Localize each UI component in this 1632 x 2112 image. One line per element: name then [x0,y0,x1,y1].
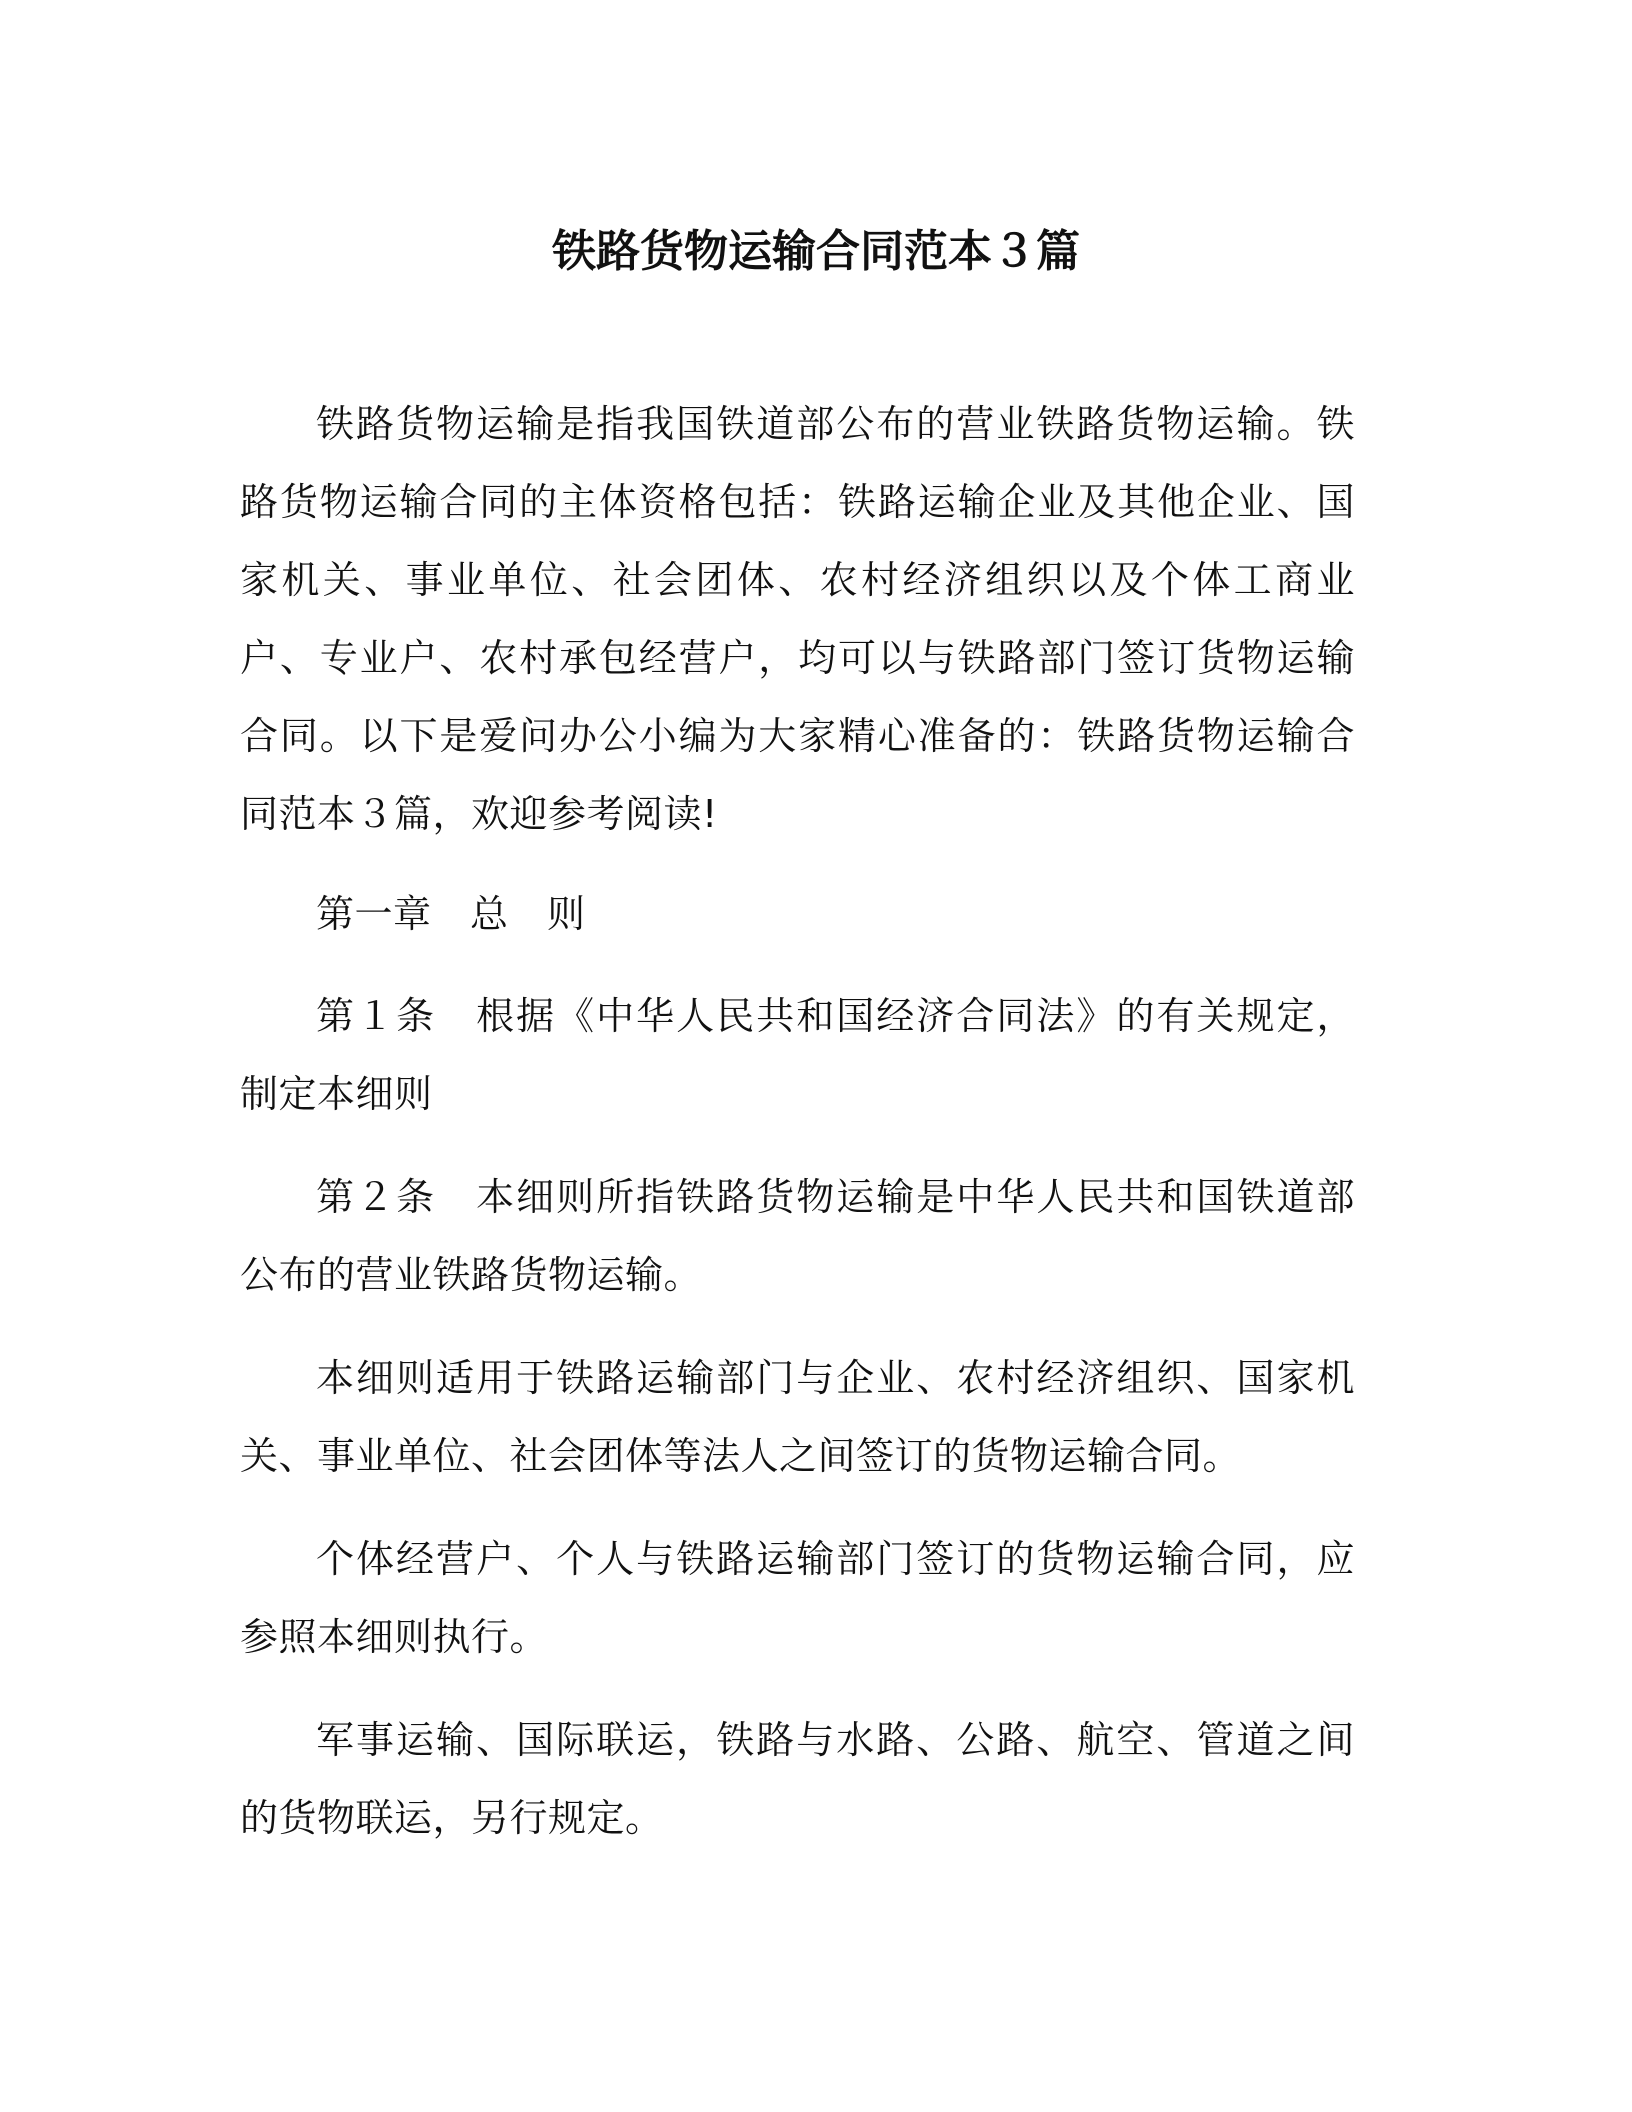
chapter-heading [240,875,1355,953]
article-2 [240,1158,1355,1314]
article-2-text: 第２条 本细则所指铁路货物运输是中华人民共和国铁道部公布的营业铁路货物运输。 [240,1175,1355,1297]
military-text: 军事运输、国际联运，铁路与水路、公路、航空、管道之间的货物联运，另行规定。 [240,1718,1355,1840]
military-paragraph [240,1701,1355,1857]
article-1 [240,977,1355,1133]
scope-paragraph [240,1339,1355,1495]
article-1-text: 第１条 根据《中华人民共和国经济合同法》的有关规定，制定本细则 [240,994,1355,1116]
scope-text: 本细则适用于铁路运输部门与企业、农村经济组织、国家机关、事业单位、社会团体等法人之间签订的货物运输合同。 [240,1356,1355,1478]
document-title: 铁路货物运输合同范本３篇 [552,226,1080,277]
chapter-heading-text: 第一章 总 则 [316,892,586,936]
intro-paragraph [240,385,1355,853]
individual-paragraph [240,1520,1355,1676]
individual-text: 个体经营户、个人与铁路运输部门签订的货物运输合同，应参照本细则执行。 [240,1537,1355,1659]
intro-text: 铁路货物运输是指我国铁道部公布的营业铁路货物运输。铁路货物运输合同的主体资格包括：铁路运输企业及其他企业、国家机关、事业单位、社会团体、农村经济组织以及个体工商业户、专业户、农村承包经营户，均可以与铁路部门签订货物运输合同。以下是爱问办公小编为大家精心准备的：铁路货物运输合同范本３篇，欢迎参考阅读! [240,402,1355,836]
